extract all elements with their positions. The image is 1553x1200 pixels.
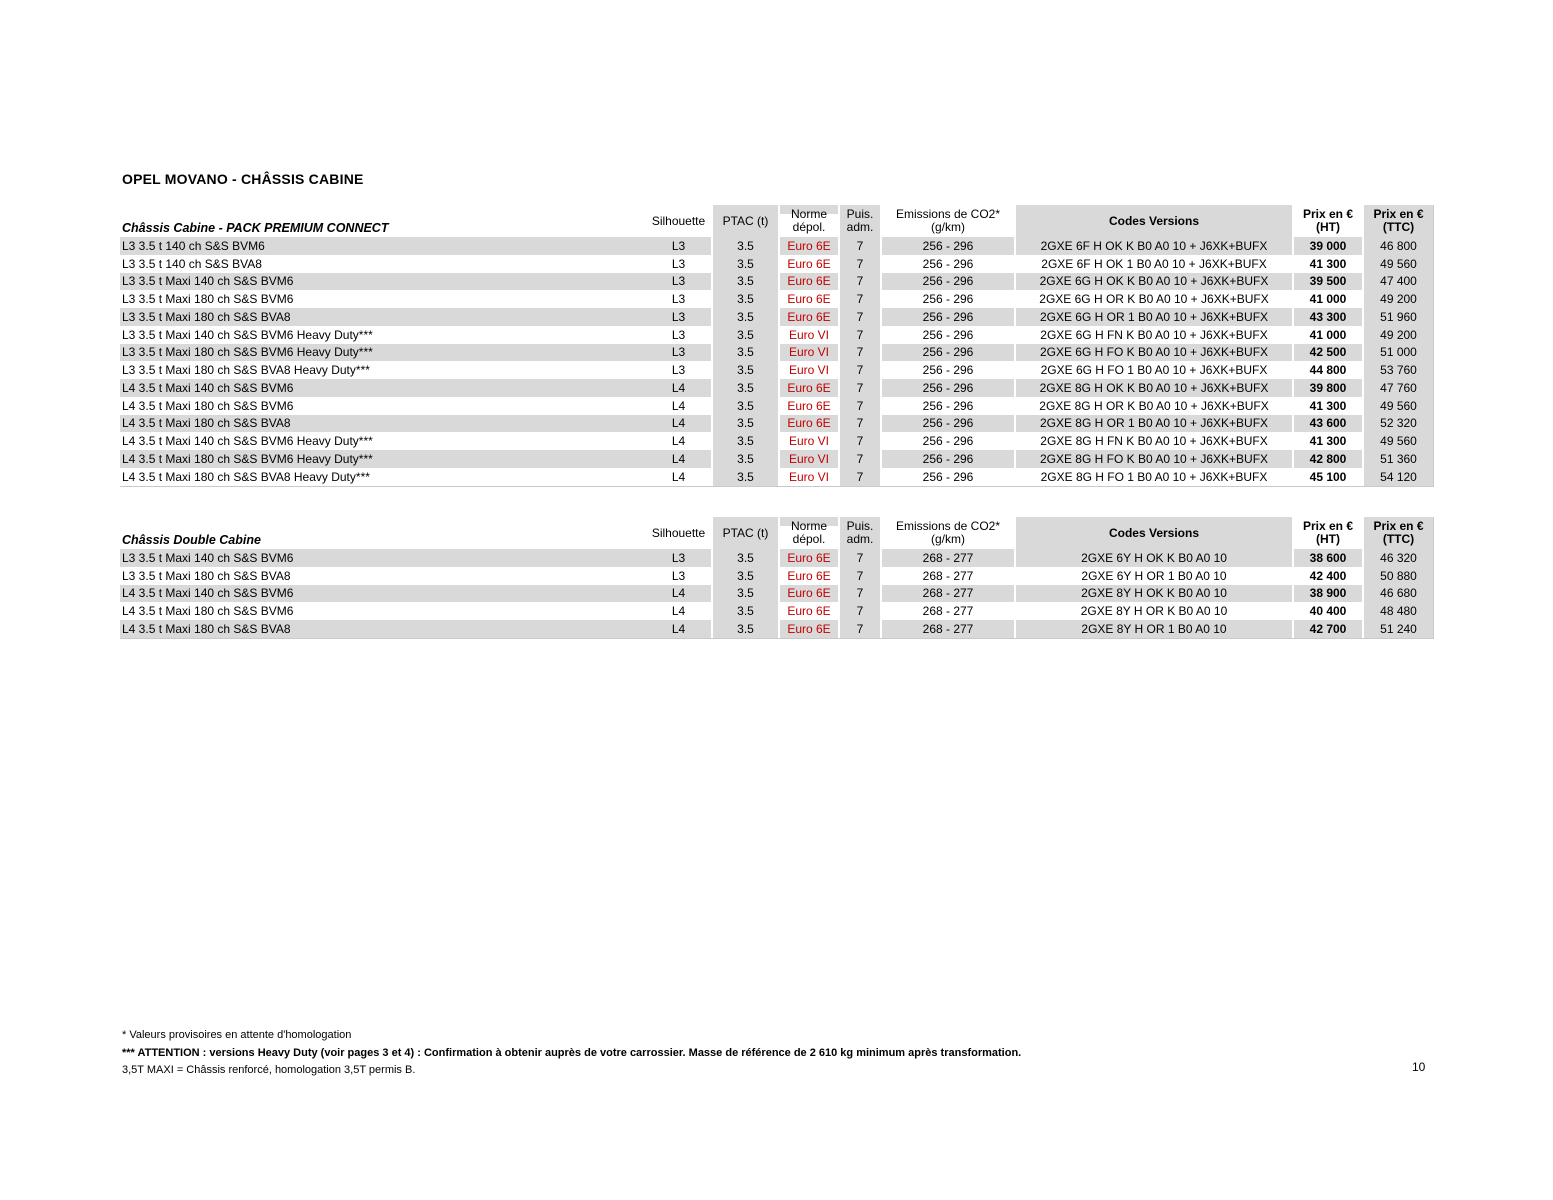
cell-emissions-co2: 256 - 296 — [880, 326, 1014, 344]
cell-code-version: 2GXE 8G H OK K B0 A0 10 + J6XK+BUFX — [1014, 379, 1292, 397]
cell-prix-ht: 41 300 — [1292, 255, 1362, 273]
cell-norme-depol: Euro VI — [778, 344, 838, 362]
cell-puis-adm: 7 — [838, 290, 880, 308]
cell-puis-adm: 7 — [838, 237, 880, 255]
cell-prix-ttc: 49 560 — [1362, 432, 1433, 450]
cell-silhouette: L4 — [646, 450, 711, 468]
cell-silhouette: L4 — [671, 469, 686, 484]
footnote-maxi-definition: 3,5T MAXI = Châssis renforcé, homologation 3,5T permis B. — [122, 1064, 416, 1077]
cell-norme-depol: Euro VI — [778, 432, 838, 450]
cell-ptac: 3.5 — [711, 620, 778, 638]
cell-ptac: 3.5 — [711, 585, 778, 603]
cell-code-version: 2GXE 8Y H OK K B0 A0 10 — [1014, 585, 1292, 603]
cell-ptac: 3.5 — [711, 255, 778, 273]
cell-version-label: L4 3.5 t Maxi 180 ch S&S BVA8 — [120, 415, 646, 433]
table-row — [120, 468, 1433, 486]
cell-prix-ht: 42 500 — [1292, 344, 1362, 362]
table-row — [120, 567, 1433, 585]
cell-version-label: L3 3.5 t Maxi 180 ch S&S BVM6 Heavy Duty*** — [120, 344, 646, 362]
table-chassis-cabine-premium-connect — [120, 205, 1433, 487]
cell-code-version: 2GXE 8Y H OR 1 B0 A0 10 — [1014, 620, 1292, 638]
cell-puis-adm: 7 — [838, 585, 880, 603]
cell-puis-adm: 7 — [838, 432, 880, 450]
table-chassis-double-cabine — [120, 517, 1433, 639]
col-header-prix-ttc: Prix en € (TTC) — [1362, 205, 1433, 237]
cell-norme-depol: Euro VI — [778, 468, 838, 486]
cell-ptac: 3.5 — [711, 344, 778, 362]
cell-ptac: 3.5 — [711, 567, 778, 585]
cell-prix-ht: 42 800 — [1292, 450, 1362, 468]
cell-ptac: 3.5 — [711, 468, 778, 486]
cell-puis-adm: 7 — [838, 567, 880, 585]
table-row — [120, 602, 1433, 620]
cell-version-label: L3 3.5 t Maxi 180 ch S&S BVA8 — [122, 568, 291, 583]
cell-puis-adm: 7 — [838, 308, 880, 326]
cell-code-version: 2GXE 8G H FO 1 B0 A0 10 + J6XK+BUFX — [1014, 468, 1292, 486]
cell-silhouette: L3 — [646, 273, 711, 291]
cell-version-label: L3 3.5 t Maxi 140 ch S&S BVM6 — [120, 549, 646, 567]
cell-version-label: L3 3.5 t Maxi 180 ch S&S BVA8 Heavy Duty*** — [122, 363, 370, 378]
cell-emissions-co2: 268 - 277 — [880, 585, 1014, 603]
col-header-emissions-co2: Emissions de CO2* (g/km) — [880, 205, 1014, 237]
cell-puis-adm: 7 — [838, 620, 880, 638]
table-row — [120, 255, 1433, 273]
cell-silhouette: L3 — [671, 568, 686, 583]
col-header-norme-depol: Norme dépol. — [778, 517, 838, 549]
cell-prix-ttc: 49 200 — [1362, 326, 1433, 344]
cell-prix-ttc: 50 880 — [1362, 567, 1433, 585]
cell-version-label: L3 3.5 t Maxi 180 ch S&S BVM6 — [122, 292, 294, 307]
cell-silhouette: L3 — [646, 344, 711, 362]
cell-silhouette: L4 — [671, 398, 686, 413]
cell-emissions-co2: 268 - 277 — [880, 567, 1014, 585]
table-row — [120, 361, 1433, 379]
cell-code-version: 2GXE 6Y H OR 1 B0 A0 10 — [1014, 567, 1292, 585]
cell-norme-depol: Euro 6E — [778, 308, 838, 326]
cell-prix-ht: 41 000 — [1292, 326, 1362, 344]
cell-prix-ht: 39 000 — [1292, 237, 1362, 255]
section-title: Châssis Cabine - PACK PREMIUM CONNECT — [122, 221, 389, 235]
table-row — [120, 379, 1433, 397]
cell-prix-ht: 38 900 — [1292, 585, 1362, 603]
cell-emissions-co2: 256 - 296 — [880, 415, 1014, 433]
cell-prix-ttc: 48 480 — [1362, 602, 1433, 620]
cell-silhouette: L3 — [646, 308, 711, 326]
table-row — [120, 290, 1433, 308]
table-body — [120, 237, 1433, 486]
cell-prix-ht: 44 800 — [1292, 361, 1362, 379]
cell-ptac: 3.5 — [711, 379, 778, 397]
cell-prix-ht: 42 700 — [1292, 620, 1362, 638]
cell-prix-ttc: 46 680 — [1362, 585, 1433, 603]
table-row — [120, 273, 1433, 291]
col-header-codes-versions: Codes Versions — [1014, 517, 1292, 549]
price-table — [120, 205, 1434, 487]
col-header-silhouette: Silhouette — [651, 525, 706, 540]
cell-ptac: 3.5 — [711, 415, 778, 433]
cell-norme-depol: Euro 6E — [778, 237, 838, 255]
cell-ptac: 3.5 — [711, 602, 778, 620]
cell-ptac: 3.5 — [711, 308, 778, 326]
table-body — [120, 549, 1433, 638]
cell-code-version: 2GXE 8Y H OR K B0 A0 10 — [1014, 602, 1292, 620]
price-table — [120, 517, 1434, 639]
cell-prix-ttc: 47 760 — [1362, 379, 1433, 397]
cell-norme-depol: Euro 6E — [778, 585, 838, 603]
cell-code-version: 2GXE 6F H OK K B0 A0 10 + J6XK+BUFX — [1014, 237, 1292, 255]
cell-version-label: L3 3.5 t Maxi 140 ch S&S BVM6 — [120, 273, 646, 291]
cell-code-version: 2GXE 6G H OR 1 B0 A0 10 + J6XK+BUFX — [1014, 308, 1292, 326]
cell-prix-ht: 41 300 — [1292, 397, 1362, 415]
cell-norme-depol: Euro 6E — [778, 290, 838, 308]
cell-emissions-co2: 256 - 296 — [880, 361, 1014, 379]
cell-version-label: L3 3.5 t Maxi 180 ch S&S BVA8 — [120, 308, 646, 326]
cell-prix-ht: 38 600 — [1292, 549, 1362, 567]
cell-emissions-co2: 256 - 296 — [880, 432, 1014, 450]
cell-code-version: 2GXE 6G H FO K B0 A0 10 + J6XK+BUFX — [1014, 344, 1292, 362]
table-row — [120, 620, 1433, 638]
col-header-prix-ht: Prix en € (HT) — [1292, 205, 1362, 237]
cell-puis-adm: 7 — [838, 361, 880, 379]
col-header-emissions-co2: Emissions de CO2* (g/km) — [880, 517, 1014, 549]
cell-ptac: 3.5 — [711, 237, 778, 255]
cell-puis-adm: 7 — [838, 549, 880, 567]
cell-puis-adm: 7 — [838, 326, 880, 344]
cell-ptac: 3.5 — [711, 397, 778, 415]
cell-ptac: 3.5 — [711, 290, 778, 308]
cell-silhouette: L3 — [646, 237, 711, 255]
cell-prix-ht: 41 300 — [1292, 432, 1362, 450]
cell-prix-ttc: 51 000 — [1362, 344, 1433, 362]
cell-norme-depol: Euro 6E — [778, 549, 838, 567]
cell-silhouette: L4 — [671, 434, 686, 449]
cell-puis-adm: 7 — [838, 602, 880, 620]
table-row — [120, 308, 1433, 326]
cell-prix-ht: 45 100 — [1292, 468, 1362, 486]
cell-emissions-co2: 256 - 296 — [880, 344, 1014, 362]
cell-version-label: L4 3.5 t Maxi 180 ch S&S BVA8 — [120, 620, 646, 638]
cell-prix-ht: 43 600 — [1292, 415, 1362, 433]
cell-emissions-co2: 256 - 296 — [880, 290, 1014, 308]
cell-norme-depol: Euro VI — [778, 450, 838, 468]
cell-silhouette: L3 — [671, 363, 686, 378]
cell-prix-ttc: 49 560 — [1362, 255, 1433, 273]
cell-version-label: L4 3.5 t Maxi 180 ch S&S BVA8 Heavy Duty*** — [122, 469, 370, 484]
cell-prix-ttc: 46 800 — [1362, 237, 1433, 255]
col-header-prix-ttc: Prix en € (TTC) — [1362, 517, 1433, 549]
cell-code-version: 2GXE 6G H OK K B0 A0 10 + J6XK+BUFX — [1014, 273, 1292, 291]
cell-code-version: 2GXE 6F H OK 1 B0 A0 10 + J6XK+BUFX — [1014, 255, 1292, 273]
table-row — [120, 450, 1433, 468]
cell-prix-ttc: 53 760 — [1362, 361, 1433, 379]
cell-norme-depol: Euro 6E — [778, 620, 838, 638]
cell-prix-ttc: 49 560 — [1362, 397, 1433, 415]
cell-puis-adm: 7 — [838, 450, 880, 468]
cell-version-label: L4 3.5 t Maxi 180 ch S&S BVM6 Heavy Duty*** — [120, 450, 646, 468]
cell-prix-ht: 39 500 — [1292, 273, 1362, 291]
cell-prix-ttc: 51 960 — [1362, 308, 1433, 326]
col-header-silhouette: Silhouette — [651, 213, 706, 228]
col-header-puis-adm: Puis. adm. — [838, 517, 880, 549]
cell-silhouette: L3 — [646, 549, 711, 567]
cell-puis-adm: 7 — [838, 397, 880, 415]
cell-puis-adm: 7 — [838, 255, 880, 273]
col-header-ptac: PTAC (t) — [711, 517, 778, 549]
cell-norme-depol: Euro 6E — [778, 273, 838, 291]
cell-code-version: 2GXE 8G H FO K B0 A0 10 + J6XK+BUFX — [1014, 450, 1292, 468]
cell-norme-depol: Euro 6E — [778, 602, 838, 620]
cell-ptac: 3.5 — [711, 361, 778, 379]
page-title: OPEL MOVANO - CHÂSSIS CABINE — [122, 171, 364, 187]
cell-code-version: 2GXE 6G H FN K B0 A0 10 + J6XK+BUFX — [1014, 326, 1292, 344]
cell-puis-adm: 7 — [838, 468, 880, 486]
cell-code-version: 2GXE 6G H OR K B0 A0 10 + J6XK+BUFX — [1014, 290, 1292, 308]
cell-emissions-co2: 256 - 296 — [880, 237, 1014, 255]
cell-puis-adm: 7 — [838, 344, 880, 362]
cell-norme-depol: Euro 6E — [778, 255, 838, 273]
table-header — [120, 205, 1433, 237]
table-row — [120, 415, 1433, 433]
cell-prix-ttc: 51 360 — [1362, 450, 1433, 468]
cell-version-label: L4 3.5 t Maxi 140 ch S&S BVM6 — [120, 585, 646, 603]
cell-ptac: 3.5 — [711, 432, 778, 450]
cell-code-version: 2GXE 8G H OR 1 B0 A0 10 + J6XK+BUFX — [1014, 415, 1292, 433]
cell-prix-ttc: 52 320 — [1362, 415, 1433, 433]
section-title: Châssis Double Cabine — [122, 533, 261, 547]
cell-emissions-co2: 256 - 296 — [880, 255, 1014, 273]
table-row — [120, 237, 1433, 255]
col-header-ptac: PTAC (t) — [711, 205, 778, 237]
cell-version-label: L4 3.5 t Maxi 140 ch S&S BVM6 — [120, 379, 646, 397]
cell-silhouette: L4 — [671, 604, 686, 619]
cell-norme-depol: Euro 6E — [778, 397, 838, 415]
cell-prix-ht: 43 300 — [1292, 308, 1362, 326]
cell-version-label: L3 3.5 t Maxi 140 ch S&S BVM6 Heavy Duty*** — [122, 327, 373, 342]
cell-silhouette: L3 — [671, 256, 686, 271]
cell-prix-ht: 40 400 — [1292, 602, 1362, 620]
cell-silhouette: L3 — [671, 292, 686, 307]
cell-silhouette: L4 — [646, 415, 711, 433]
col-header-codes-versions: Codes Versions — [1014, 205, 1292, 237]
table-row — [120, 326, 1433, 344]
cell-emissions-co2: 268 - 277 — [880, 602, 1014, 620]
footnote-provisional-values: * Valeurs provisoires en attente d'homologation — [122, 1029, 352, 1041]
cell-ptac: 3.5 — [711, 450, 778, 468]
cell-prix-ttc: 49 200 — [1362, 290, 1433, 308]
cell-norme-depol: Euro VI — [778, 361, 838, 379]
cell-prix-ttc: 47 400 — [1362, 273, 1433, 291]
cell-silhouette: L3 — [671, 327, 686, 342]
cell-prix-ttc: 54 120 — [1362, 468, 1433, 486]
col-header-puis-adm: Puis. adm. — [838, 205, 880, 237]
cell-norme-depol: Euro 6E — [778, 415, 838, 433]
cell-version-label: L4 3.5 t Maxi 180 ch S&S BVM6 — [122, 398, 294, 413]
cell-version-label: L3 3.5 t 140 ch S&S BVA8 — [122, 256, 262, 271]
col-header-prix-ht: Prix en € (HT) — [1292, 517, 1362, 549]
cell-prix-ttc: 46 320 — [1362, 549, 1433, 567]
cell-emissions-co2: 256 - 296 — [880, 273, 1014, 291]
cell-prix-ht: 39 800 — [1292, 379, 1362, 397]
cell-puis-adm: 7 — [838, 415, 880, 433]
table-header — [120, 517, 1433, 549]
cell-emissions-co2: 268 - 277 — [880, 620, 1014, 638]
table-row — [120, 397, 1433, 415]
table-row — [120, 344, 1433, 362]
section-title-cell — [120, 205, 646, 237]
cell-emissions-co2: 256 - 296 — [880, 379, 1014, 397]
col-header-norme-depol: Norme dépol. — [778, 205, 838, 237]
cell-norme-depol: Euro VI — [778, 326, 838, 344]
footnotes — [122, 1027, 1021, 1080]
cell-norme-depol: Euro 6E — [778, 567, 838, 585]
cell-ptac: 3.5 — [711, 549, 778, 567]
cell-silhouette: L4 — [646, 379, 711, 397]
cell-prix-ht: 41 000 — [1292, 290, 1362, 308]
cell-version-label: L4 3.5 t Maxi 180 ch S&S BVM6 — [122, 604, 294, 619]
cell-ptac: 3.5 — [711, 273, 778, 291]
cell-silhouette: L4 — [646, 585, 711, 603]
cell-prix-ttc: 51 240 — [1362, 620, 1433, 638]
cell-puis-adm: 7 — [838, 273, 880, 291]
cell-code-version: 2GXE 6G H FO 1 B0 A0 10 + J6XK+BUFX — [1014, 361, 1292, 379]
cell-emissions-co2: 256 - 296 — [880, 450, 1014, 468]
cell-emissions-co2: 256 - 296 — [880, 308, 1014, 326]
footnote-heavy-duty-warning: *** ATTENTION : versions Heavy Duty (voir pages 3 et 4) : Confirmation à obtenir auprès de votre carrossier. Masse de référence de 2 610 kg minimum après transformation. — [122, 1046, 1022, 1059]
cell-emissions-co2: 256 - 296 — [880, 468, 1014, 486]
table-row — [120, 549, 1433, 567]
table-row — [120, 585, 1433, 603]
cell-code-version: 2GXE 8G H FN K B0 A0 10 + J6XK+BUFX — [1014, 432, 1292, 450]
cell-puis-adm: 7 — [838, 379, 880, 397]
cell-silhouette: L4 — [646, 620, 711, 638]
cell-version-label: L3 3.5 t 140 ch S&S BVM6 — [120, 237, 646, 255]
cell-norme-depol: Euro 6E — [778, 379, 838, 397]
cell-emissions-co2: 256 - 296 — [880, 397, 1014, 415]
page-number: 10 — [1412, 1060, 1426, 1074]
cell-version-label: L4 3.5 t Maxi 140 ch S&S BVM6 Heavy Duty*** — [122, 434, 373, 449]
cell-code-version: 2GXE 8G H OR K B0 A0 10 + J6XK+BUFX — [1014, 397, 1292, 415]
cell-emissions-co2: 268 - 277 — [880, 549, 1014, 567]
cell-prix-ht: 42 400 — [1292, 567, 1362, 585]
section-title-cell — [120, 517, 646, 549]
table-row — [120, 432, 1433, 450]
cell-ptac: 3.5 — [711, 326, 778, 344]
cell-code-version: 2GXE 6Y H OK K B0 A0 10 — [1014, 549, 1292, 567]
